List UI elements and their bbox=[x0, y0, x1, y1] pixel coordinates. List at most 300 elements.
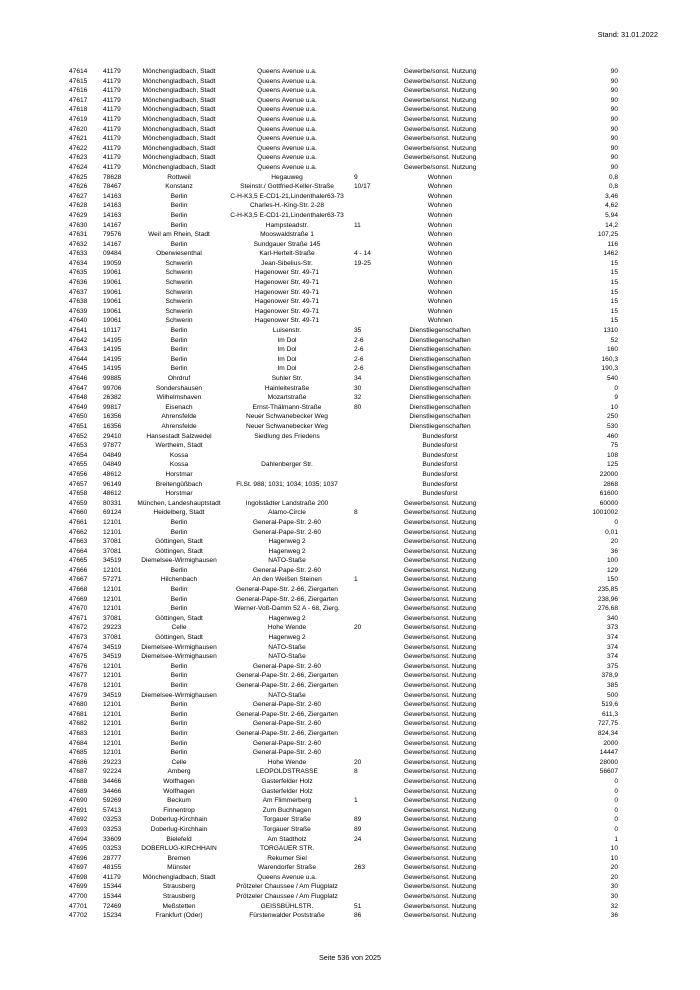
municipality-cell: Rottweil bbox=[167, 173, 191, 181]
usage-type-cell: Gewerbe/sonst. Nutzung bbox=[403, 729, 477, 737]
usage-type-cell: Gewerbe/sonst. Nutzung bbox=[403, 125, 477, 133]
street-cell: Neuer Schwanebecker Weg bbox=[246, 422, 328, 430]
street-cell: Ernst-Thälmann-Straße bbox=[252, 403, 322, 411]
house-number-cell: 32 bbox=[354, 394, 362, 402]
street-cell: GEISSBÜHLSTR. bbox=[260, 902, 314, 910]
street-cell: NATO-Staße bbox=[268, 557, 306, 565]
house-number-cell: 35 bbox=[354, 327, 362, 335]
usage-type-cell: Bundesforst bbox=[422, 461, 458, 469]
table-row bbox=[0, 691, 700, 701]
municipality-cell: Berlin bbox=[170, 595, 188, 603]
table-row bbox=[0, 873, 700, 883]
area-cell: 10 bbox=[610, 403, 618, 411]
street-cell: Alamo-Circle bbox=[268, 509, 306, 517]
usage-type-cell: Dienstliegenschaften bbox=[409, 413, 471, 421]
municipality-cell: Mönchengladbach, Stadt bbox=[142, 135, 216, 143]
row-id-cell: 47681 bbox=[69, 710, 88, 718]
street-cell: Queens Avenue u.a. bbox=[257, 96, 317, 104]
street-cell: Suhler Str. bbox=[271, 375, 303, 382]
row-id-cell: 47664 bbox=[69, 547, 88, 555]
postal-code-cell: 12101 bbox=[103, 662, 122, 670]
house-number-cell: 1 bbox=[354, 797, 358, 805]
municipality-cell: Göttingen, Stadt bbox=[155, 634, 203, 642]
table-row bbox=[0, 115, 700, 125]
postal-code-cell: 37081 bbox=[103, 634, 122, 642]
municipality-cell: Berlin bbox=[170, 192, 188, 200]
municipality-cell: Celle bbox=[171, 624, 187, 632]
area-cell: 90 bbox=[610, 125, 618, 133]
row-id-cell: 47700 bbox=[69, 893, 88, 901]
row-id-cell: 47673 bbox=[69, 634, 88, 642]
row-id-cell: 47614 bbox=[69, 68, 88, 75]
table-row bbox=[0, 432, 700, 442]
usage-type-cell: Wohnen bbox=[427, 192, 453, 200]
street-cell: Hampsteadstr. bbox=[265, 221, 309, 229]
usage-type-cell: Wohnen bbox=[427, 183, 453, 191]
postal-code-cell: 34519 bbox=[103, 653, 122, 661]
row-id-cell: 47623 bbox=[69, 154, 88, 162]
usage-type-cell: Wohnen bbox=[427, 240, 453, 248]
usage-type-cell: Gewerbe/sonst. Nutzung bbox=[403, 720, 477, 728]
area-cell: 460 bbox=[606, 432, 618, 440]
postal-code-cell: 48155 bbox=[103, 864, 122, 872]
table-row bbox=[0, 326, 700, 336]
house-number-cell: 9 bbox=[354, 173, 358, 181]
usage-type-cell: Bundesforst bbox=[422, 451, 458, 459]
usage-type-cell: Gewerbe/sonst. Nutzung bbox=[403, 825, 477, 833]
house-number-cell: 30 bbox=[354, 384, 362, 392]
area-cell: 56607 bbox=[599, 768, 618, 776]
usage-type-cell: Gewerbe/sonst. Nutzung bbox=[403, 538, 477, 546]
municipality-cell: Mönchengladbach, Stadt bbox=[142, 144, 216, 152]
house-number-cell: 10/17 bbox=[354, 183, 371, 191]
house-number-cell: 34 bbox=[354, 375, 362, 382]
street-cell: General-Pape-Str. 2-60 bbox=[252, 720, 322, 728]
postal-code-cell: 12101 bbox=[103, 672, 122, 680]
street-cell: Im Dol bbox=[277, 336, 297, 344]
table-row bbox=[0, 787, 700, 797]
row-id-cell: 47665 bbox=[69, 557, 88, 565]
area-cell: 2868 bbox=[603, 480, 618, 488]
street-cell: Queens Avenue u.a. bbox=[257, 77, 317, 85]
postal-code-cell: 72469 bbox=[103, 902, 122, 910]
municipality-cell: Schwerin bbox=[165, 288, 193, 296]
municipality-cell: Berlin bbox=[170, 720, 188, 728]
usage-type-cell: Gewerbe/sonst. Nutzung bbox=[403, 845, 477, 853]
house-number-cell: 2-6 bbox=[354, 355, 364, 363]
row-id-cell: 47668 bbox=[69, 586, 88, 594]
municipality-cell: Bremen bbox=[167, 854, 191, 862]
postal-code-cell: 97877 bbox=[103, 442, 122, 450]
usage-type-cell: Gewerbe/sonst. Nutzung bbox=[403, 586, 477, 594]
usage-type-cell: Gewerbe/sonst. Nutzung bbox=[403, 787, 477, 795]
house-number-cell: 89 bbox=[354, 825, 362, 833]
row-id-cell: 47671 bbox=[69, 614, 88, 622]
municipality-cell: Göttingen, Stadt bbox=[155, 614, 203, 622]
municipality-cell: Berlin bbox=[170, 327, 188, 335]
area-cell: 374 bbox=[606, 634, 618, 642]
postal-code-cell: 03253 bbox=[103, 825, 122, 833]
row-id-cell: 47660 bbox=[69, 509, 88, 517]
postal-code-cell: 19061 bbox=[103, 307, 122, 315]
table-row bbox=[0, 441, 700, 451]
row-id-cell: 47640 bbox=[69, 317, 88, 325]
usage-type-cell: Bundesforst bbox=[422, 432, 458, 440]
area-cell: 90 bbox=[610, 135, 618, 143]
municipality-cell: Eisenach bbox=[165, 403, 193, 411]
postal-code-cell: 96149 bbox=[103, 480, 122, 488]
table-row bbox=[0, 719, 700, 729]
street-cell: Rekumer Siel bbox=[267, 854, 307, 862]
municipality-cell: Mönchengladbach, Stadt bbox=[142, 77, 216, 85]
usage-type-cell: Dienstliegenschaften bbox=[409, 346, 471, 354]
house-number-cell: 2-6 bbox=[354, 346, 364, 354]
postal-code-cell: 12101 bbox=[103, 528, 122, 536]
street-cell: General-Pape-Str. 2-60 bbox=[252, 528, 322, 536]
postal-code-cell: 19061 bbox=[103, 298, 122, 306]
house-number-cell: 86 bbox=[354, 912, 362, 920]
table-row bbox=[0, 863, 700, 873]
house-number-cell: 8 bbox=[354, 509, 358, 517]
usage-type-cell: Gewerbe/sonst. Nutzung bbox=[403, 873, 477, 881]
street-cell: Gasterfelder Holz bbox=[261, 777, 313, 785]
area-cell: 90 bbox=[610, 106, 618, 114]
postal-code-cell: 29410 bbox=[103, 432, 122, 440]
street-cell: Luisenstr. bbox=[272, 327, 302, 335]
street-cell: Im Dol bbox=[277, 365, 297, 373]
row-id-cell: 47661 bbox=[69, 518, 88, 526]
table-row bbox=[0, 403, 700, 413]
table-row bbox=[0, 767, 700, 777]
postal-code-cell: 19061 bbox=[103, 269, 122, 277]
municipality-cell: Meßstetten bbox=[162, 902, 196, 910]
table-row bbox=[0, 489, 700, 499]
usage-type-cell: Gewerbe/sonst. Nutzung bbox=[403, 624, 477, 632]
street-cell: Hagenower Str. 49-71 bbox=[254, 288, 320, 296]
table-row bbox=[0, 700, 700, 710]
usage-type-cell: Gewerbe/sonst. Nutzung bbox=[403, 518, 477, 526]
postal-code-cell: 10117 bbox=[103, 327, 121, 335]
table-row bbox=[0, 336, 700, 346]
usage-type-cell: Gewerbe/sonst. Nutzung bbox=[403, 816, 477, 824]
street-cell: LEOPOLDSTRASSE bbox=[256, 768, 318, 776]
table-row bbox=[0, 902, 700, 912]
municipality-cell: Kossa bbox=[169, 451, 189, 459]
area-cell: 0 bbox=[614, 816, 618, 824]
usage-type-cell: Wohnen bbox=[427, 307, 453, 315]
stand-date: Stand: 31.01.2022 bbox=[597, 30, 658, 39]
street-cell: Hagenower Str. 49-71 bbox=[254, 298, 320, 306]
row-id-cell: 47663 bbox=[69, 538, 88, 546]
municipality-cell: Mönchengladbach, Stadt bbox=[142, 68, 216, 75]
area-cell: 90 bbox=[610, 163, 618, 171]
usage-type-cell: Wohnen bbox=[427, 231, 453, 239]
table-row bbox=[0, 681, 700, 691]
table-row bbox=[0, 134, 700, 144]
street-cell: General-Pape-Str. 2-60 bbox=[252, 701, 322, 709]
postal-code-cell: 41179 bbox=[103, 77, 121, 85]
row-id-cell: 47643 bbox=[69, 346, 88, 354]
usage-type-cell: Gewerbe/sonst. Nutzung bbox=[403, 154, 477, 162]
table-row bbox=[0, 575, 700, 585]
usage-type-cell: Dienstliegenschaften bbox=[409, 327, 471, 335]
area-cell: 15 bbox=[610, 269, 618, 277]
postal-code-cell: 12101 bbox=[103, 739, 122, 747]
street-cell: General-Pape-Str. 2-66, Ziergarten bbox=[236, 729, 338, 737]
usage-type-cell: Gewerbe/sonst. Nutzung bbox=[403, 614, 477, 622]
row-id-cell: 47658 bbox=[69, 490, 88, 498]
usage-type-cell: Gewerbe/sonst. Nutzung bbox=[403, 893, 477, 901]
street-cell: Am Stadtholz bbox=[267, 835, 307, 843]
table-row bbox=[0, 412, 700, 422]
municipality-cell: Diemelsee-Wirmighausen bbox=[141, 653, 217, 661]
area-cell: 15 bbox=[610, 279, 618, 287]
table-row bbox=[0, 163, 700, 173]
municipality-cell: Oberwiesenthal bbox=[156, 250, 202, 258]
usage-type-cell: Gewerbe/sonst. Nutzung bbox=[403, 595, 477, 603]
postal-code-cell: 12101 bbox=[103, 586, 122, 594]
street-cell: Sundgauer Straße 145 bbox=[253, 240, 321, 248]
municipality-cell: Breitengüßbach bbox=[155, 480, 203, 488]
street-cell: Jean-Sibelius-Str. bbox=[261, 259, 313, 267]
row-id-cell: 47615 bbox=[69, 77, 88, 85]
area-cell: 15 bbox=[610, 288, 618, 296]
house-number-cell: 51 bbox=[354, 902, 362, 910]
area-cell: 90 bbox=[610, 154, 618, 162]
municipality-cell: Doberlug-Kirchhain bbox=[150, 825, 208, 833]
area-cell: 108 bbox=[606, 451, 618, 459]
row-id-cell: 47674 bbox=[69, 643, 88, 651]
area-cell: 90 bbox=[610, 77, 618, 85]
area-cell: 0 bbox=[614, 797, 618, 805]
area-cell: 500 bbox=[606, 691, 618, 699]
street-cell: Hohe Wende bbox=[267, 758, 307, 766]
table-row bbox=[0, 652, 700, 662]
table-row bbox=[0, 854, 700, 864]
street-cell: Neuer Schwanebecker Weg bbox=[246, 413, 328, 421]
table-row bbox=[0, 240, 700, 250]
postal-code-cell: 34519 bbox=[103, 691, 122, 699]
street-cell: Im Dol bbox=[277, 355, 297, 363]
row-id-cell: 47676 bbox=[69, 662, 88, 670]
street-cell: Hagenweg 2 bbox=[268, 538, 306, 546]
row-id-cell: 47696 bbox=[69, 854, 88, 862]
area-cell: 116 bbox=[607, 240, 618, 248]
area-cell: 100 bbox=[606, 557, 618, 565]
usage-type-cell: Gewerbe/sonst. Nutzung bbox=[403, 96, 477, 104]
municipality-cell: Berlin bbox=[170, 355, 188, 363]
street-cell: Queens Avenue u.a. bbox=[257, 144, 317, 152]
table-row bbox=[0, 547, 700, 557]
municipality-cell: Berlin bbox=[170, 739, 188, 747]
area-cell: 20 bbox=[610, 538, 618, 546]
table-row bbox=[0, 662, 700, 672]
area-cell: 15 bbox=[610, 307, 618, 315]
municipality-cell: Berlin bbox=[170, 221, 188, 229]
area-cell: 0 bbox=[614, 806, 618, 814]
street-cell: General-Pape-Str. 2-66, Ziergarten bbox=[236, 672, 338, 680]
row-id-cell: 47618 bbox=[69, 106, 88, 114]
postal-code-cell: 59269 bbox=[103, 797, 122, 805]
postal-code-cell: 29223 bbox=[103, 758, 122, 766]
area-cell: 0,01 bbox=[605, 528, 618, 536]
postal-code-cell: 99885 bbox=[103, 375, 122, 382]
row-id-cell: 47624 bbox=[69, 163, 88, 171]
table-row bbox=[0, 125, 700, 135]
postal-code-cell: 41179 bbox=[103, 144, 121, 152]
usage-type-cell: Gewerbe/sonst. Nutzung bbox=[403, 634, 477, 642]
municipality-cell: Ahrensfelde bbox=[161, 422, 197, 430]
table-row bbox=[0, 528, 700, 538]
postal-code-cell: 48612 bbox=[103, 470, 122, 478]
table-row bbox=[0, 595, 700, 605]
postal-code-cell: 12101 bbox=[103, 701, 122, 709]
street-cell: C-H-K3,5 E-CD1-21,Lindenthaler63-73 bbox=[230, 211, 344, 219]
row-id-cell: 47688 bbox=[69, 777, 88, 785]
postal-code-cell: 80331 bbox=[103, 499, 122, 507]
row-id-cell: 47635 bbox=[69, 269, 88, 277]
usage-type-cell: Dienstliegenschaften bbox=[409, 365, 471, 373]
area-cell: 540 bbox=[606, 375, 618, 382]
municipality-cell: Strausberg bbox=[162, 893, 196, 901]
postal-code-cell: 79576 bbox=[103, 231, 122, 239]
postal-code-cell: 41179 bbox=[103, 115, 121, 123]
usage-type-cell: Gewerbe/sonst. Nutzung bbox=[403, 864, 477, 872]
area-cell: 160 bbox=[606, 346, 618, 354]
postal-code-cell: 03253 bbox=[103, 816, 122, 824]
area-cell: 530 bbox=[606, 422, 618, 430]
street-cell: General-Pape-Str. 2-66, Ziergarten bbox=[236, 682, 338, 689]
row-id-cell: 47638 bbox=[69, 298, 88, 306]
area-cell: 90 bbox=[610, 96, 618, 104]
usage-type-cell: Bundesforst bbox=[422, 480, 458, 488]
table-row bbox=[0, 67, 700, 77]
postal-code-cell: 09484 bbox=[103, 250, 122, 258]
street-cell: General-Pape-Str. 2-60 bbox=[252, 662, 322, 670]
usage-type-cell: Wohnen bbox=[427, 317, 453, 325]
table-row bbox=[0, 739, 700, 749]
table-row bbox=[0, 585, 700, 595]
area-cell: 0 bbox=[614, 384, 618, 392]
usage-type-cell: Gewerbe/sonst. Nutzung bbox=[403, 912, 477, 920]
row-id-cell: 47648 bbox=[69, 394, 88, 402]
municipality-cell: Bielefeld bbox=[166, 835, 192, 843]
table-row bbox=[0, 614, 700, 624]
table-row bbox=[0, 345, 700, 355]
usage-type-cell: Gewerbe/sonst. Nutzung bbox=[403, 701, 477, 709]
street-cell: Hagenweg 2 bbox=[268, 634, 306, 642]
street-cell: Am Flimmerberg bbox=[262, 797, 312, 805]
row-id-cell: 47691 bbox=[69, 806, 88, 814]
municipality-cell: Mönchengladbach, Stadt bbox=[142, 106, 216, 114]
area-cell: 235,85 bbox=[597, 586, 618, 594]
row-id-cell: 47670 bbox=[69, 605, 88, 613]
postal-code-cell: 16356 bbox=[103, 413, 122, 421]
table-row bbox=[0, 633, 700, 643]
usage-type-cell: Bundesforst bbox=[422, 490, 458, 498]
usage-type-cell: Gewerbe/sonst. Nutzung bbox=[403, 710, 477, 718]
usage-type-cell: Gewerbe/sonst. Nutzung bbox=[403, 835, 477, 843]
area-cell: 373 bbox=[606, 624, 618, 632]
postal-code-cell: 37081 bbox=[103, 538, 122, 546]
area-cell: 30 bbox=[610, 883, 618, 891]
street-cell: NATO-Staße bbox=[268, 653, 306, 661]
street-cell: Zum Buchhagen bbox=[262, 806, 312, 814]
row-id-cell: 47649 bbox=[69, 403, 88, 411]
area-cell: 375 bbox=[606, 662, 618, 670]
postal-code-cell: 12101 bbox=[103, 682, 122, 689]
area-cell: 20 bbox=[610, 873, 618, 881]
municipality-cell: Schwerin bbox=[165, 269, 193, 277]
area-cell: 250 bbox=[606, 413, 618, 421]
table-row bbox=[0, 393, 700, 403]
usage-type-cell: Dienstliegenschaften bbox=[409, 355, 471, 363]
row-id-cell: 47699 bbox=[69, 883, 88, 891]
usage-type-cell: Wohnen bbox=[427, 250, 453, 258]
municipality-cell: Doberlug-Kirchhain bbox=[150, 816, 208, 824]
table-row bbox=[0, 518, 700, 528]
usage-type-cell: Wohnen bbox=[427, 173, 453, 181]
street-cell: Dahlenberger Str. bbox=[261, 461, 313, 469]
postal-code-cell: 34466 bbox=[103, 777, 122, 785]
street-cell: Fl.St. 988; 1031; 1034; 1035; 1037 bbox=[236, 480, 338, 488]
municipality-cell: Berlin bbox=[170, 336, 188, 344]
usage-type-cell: Wohnen bbox=[427, 288, 453, 296]
municipality-cell: Ahrensfelde bbox=[161, 413, 197, 421]
usage-type-cell: Dienstliegenschaften bbox=[409, 403, 471, 411]
row-id-cell: 47693 bbox=[69, 825, 88, 833]
municipality-cell: Weil am Rhein, Stadt bbox=[148, 231, 210, 239]
row-id-cell: 47654 bbox=[69, 451, 88, 459]
postal-code-cell: 14167 bbox=[103, 240, 122, 248]
row-id-cell: 47687 bbox=[69, 768, 88, 776]
house-number-cell: 2-6 bbox=[354, 365, 364, 373]
municipality-cell: Berlin bbox=[170, 528, 188, 536]
municipality-cell: DOBERLUG-KIRCHHAIN bbox=[141, 845, 217, 853]
house-number-cell: 80 bbox=[354, 403, 362, 411]
municipality-cell: Mönchengladbach, Stadt bbox=[142, 154, 216, 162]
usage-type-cell: Gewerbe/sonst. Nutzung bbox=[403, 854, 477, 862]
postal-code-cell: 14163 bbox=[103, 211, 122, 219]
table-row bbox=[0, 508, 700, 518]
area-cell: 378,9 bbox=[601, 672, 618, 680]
usage-type-cell: Wohnen bbox=[427, 279, 453, 287]
street-cell: Queens Avenue u.a. bbox=[257, 106, 317, 114]
row-id-cell: 47651 bbox=[69, 422, 88, 430]
street-cell: General-Pape-Str. 2-66, Ziergarten bbox=[236, 710, 338, 718]
municipality-cell: Mönchengladbach, Stadt bbox=[142, 87, 216, 95]
municipality-cell: Diemelsee-Wirmighausen bbox=[141, 557, 217, 565]
postal-code-cell: 37081 bbox=[103, 614, 122, 622]
street-cell: C-H-K3,5 E-CD1-21,Lindenthaler63-73 bbox=[230, 192, 344, 200]
street-cell: Hagenower Str. 49-71 bbox=[254, 269, 320, 277]
table-row bbox=[0, 230, 700, 240]
table-row bbox=[0, 201, 700, 211]
table-row bbox=[0, 422, 700, 432]
row-id-cell: 47646 bbox=[69, 375, 88, 382]
row-id-cell: 47629 bbox=[69, 211, 88, 219]
usage-type-cell: Gewerbe/sonst. Nutzung bbox=[403, 758, 477, 766]
row-id-cell: 47631 bbox=[69, 231, 88, 239]
table-row bbox=[0, 796, 700, 806]
area-cell: 32 bbox=[610, 902, 618, 910]
postal-code-cell: 19061 bbox=[103, 288, 122, 296]
table-row bbox=[0, 758, 700, 768]
row-id-cell: 47636 bbox=[69, 279, 88, 287]
municipality-cell: Schwerin bbox=[165, 317, 193, 325]
postal-code-cell: 14163 bbox=[103, 202, 122, 210]
area-cell: 0 bbox=[614, 825, 618, 833]
